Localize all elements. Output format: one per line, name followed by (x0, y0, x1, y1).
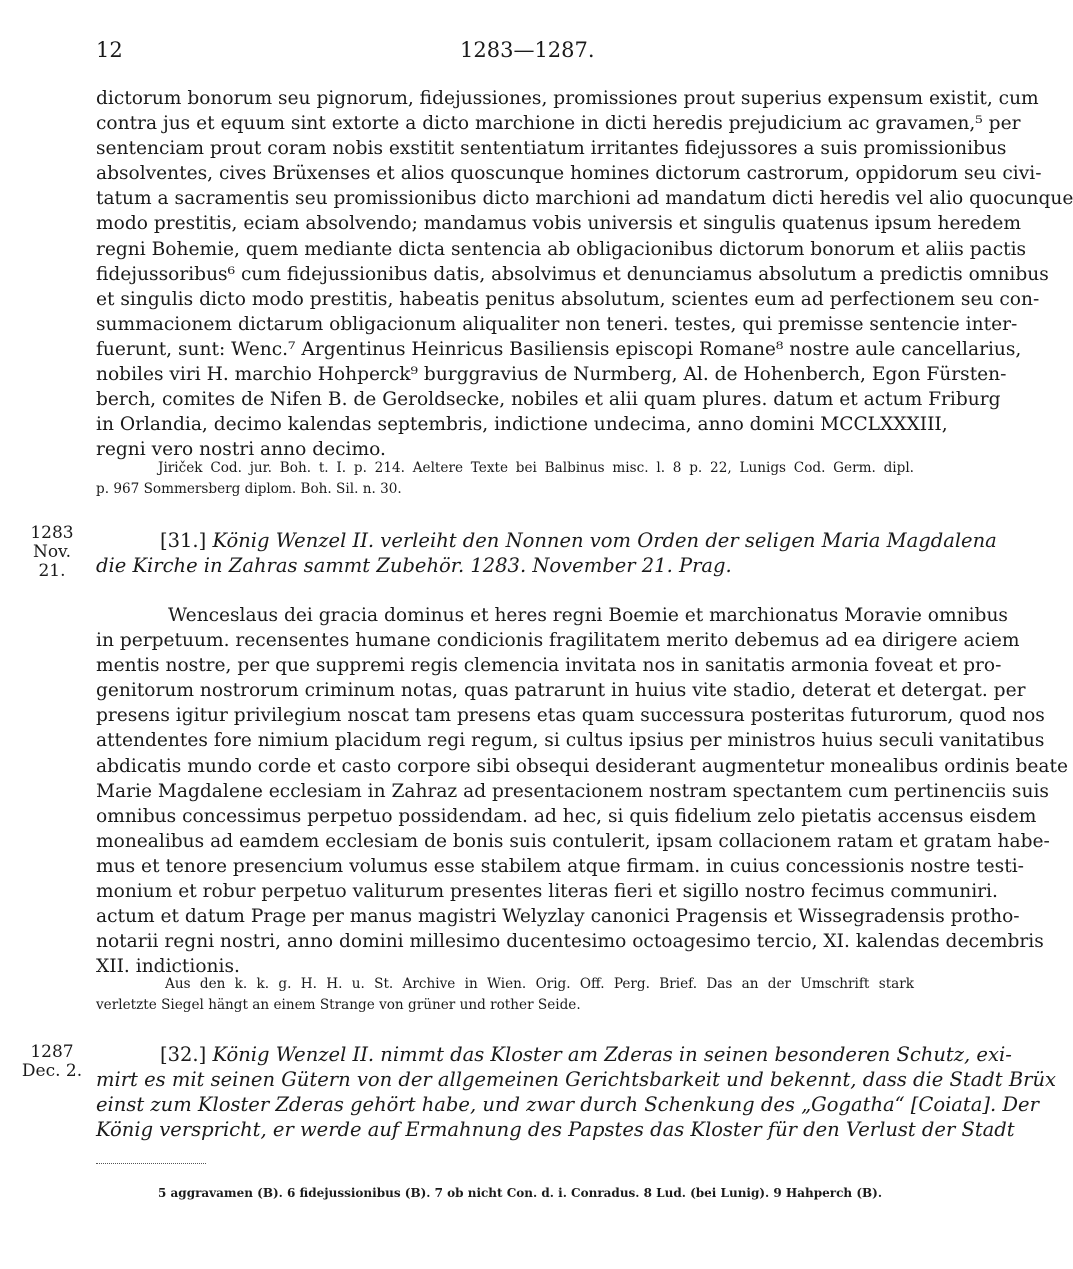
text-line: mentis nostre, per que suppremi regis clemencia invitata nos in sanitatis armonia foveat et pro- (96, 655, 1002, 677)
text-line: summacionem dictarum obligacionum aliqualiter non teneri. testes, qui premisse sentencie inter- (96, 313, 1018, 335)
document-32-margin-date (20, 1043, 84, 1081)
text-line: in Orlandia, decimo kalendas septembris, indictione undecima, anno domini MCCLXXXIII, (96, 414, 948, 436)
regest-text: König Wenzel II. nimmt das Kloster am Zderas in seinen besonderen Schutz, exi- (212, 1043, 1012, 1066)
document-30-source-note (158, 458, 914, 479)
text-line: actum et datum Prage per manus magistri Welyzlay canonici Pragensis et Wissegradensis protho- (96, 906, 1020, 928)
text-line: regni vero nostri anno decimo. (96, 439, 386, 461)
document-31-source-note (165, 974, 914, 995)
regest-line: die Kirche in Zahras sammt Zubehör. 1283. November 21. Prag. (96, 554, 732, 577)
text-line: mus et tenore presencium volumus esse stabilem atque firmam. in cuius concessionis nostre testi- (96, 855, 1024, 877)
text-line: modo prestitis, eciam absolvendo; mandamus vobis universis et singulis quatenus ipsum heredem (96, 213, 1021, 235)
document-number: [31.] (160, 529, 207, 552)
text-line: fidejussoribus⁶ cum fidejussionibus datis, absolvimus et denunciamus absolutum a predictis omnibus (96, 263, 1049, 285)
text-line: notarii regni nostri, anno domini millesimo ducentesimo octoagesimo tercio, XI. kalendas decembris (96, 931, 1044, 953)
year-range: 1283—1287. (460, 38, 595, 62)
margin-year: 1287 (30, 1042, 74, 1062)
running-header (0, 38, 960, 68)
text-line: regni Bohemie, quem mediante dicta sentencia ab obligacionibus dictorum bonorum et aliis pactis (96, 238, 1027, 260)
text-line: monium et robur perpetuo valiturum presentes literas fieri et sigillo nostro fecimus communiri. (96, 881, 998, 903)
document-30-source-note-cont (96, 479, 914, 500)
source-line: Aus den k. k. g. H. H. u. St. Archive in Wien. Orig. Off. Perg. Brief. Das an der Umschrift stark (165, 976, 914, 992)
text-line: presens igitur privilegium noscat tam presens etas quam successura posteritas futurorum, quod nos (96, 705, 1045, 727)
text-line: contra jus et equum sint extorte a dicto marchione in dicti heredis prejudicium ac gravamen,⁵ per (96, 113, 1021, 135)
text-line: tatum a sacramentis seu promissionibus dicto marchioni ad mandatum dicti heredis vel alio quocunque (96, 188, 1073, 210)
text-line: absolventes, cives Brüxenses et alios quoscunque homines dictorum castrorum, oppidorum seu civi- (96, 163, 1042, 185)
text-line: monealibus ad eamdem ecclesiam de bonis suis contulerit, ipsam collacionem ratam et gratam habe- (96, 830, 1050, 852)
footnote-separator (96, 1163, 206, 1166)
document-31-source-note-cont (96, 995, 914, 1016)
text-line: genitorum nostrorum criminum notas, quas patrarunt in huius vite stadio, deterat et detergat. per (96, 680, 1026, 702)
source-line: verletzte Siegel hängt an einem Strange von grüner und rother Seide. (96, 997, 581, 1013)
text-line: Marie Magdalene ecclesiam in Zahraz ad presentacionem nostram spectantem cum pertinenciis suis (96, 780, 1049, 802)
text-line: et singulis dicto modo prestitis, habeatis penitus absolutum, scientes eum ad perfectionem seu con- (96, 288, 1040, 310)
margin-day: Dec. 2. (21, 1061, 83, 1081)
text-line: abdicatis mundo corde et casto corpore sibi obsequi desiderant augmentetur monealibus ordinis beate (96, 755, 1068, 777)
regest-line: einst zum Kloster Zderas gehört habe, und zwar durch Schenkung des „Gogatha“ [Coiata]. Der (96, 1093, 1039, 1116)
text-line: Wenceslaus dei gracia dominus et heres regni Boemie et marchionatus Moravie omnibus (168, 605, 1008, 626)
text-line: omnibus concessimus perpetuo possidendam. ad hec, si quis fidelium zelo pietatis accensus eisdem (96, 805, 1037, 827)
document-31-regest (96, 528, 997, 578)
source-line: p. 967 Sommersberg diplom. Boh. Sil. n. 30. (96, 481, 402, 497)
document-number: [32.] (160, 1043, 207, 1066)
document-30-text (96, 86, 1073, 462)
regest-line: König verspricht, er werde auf Ermahnung des Papstes das Kloster für den Verlust der Stadt (96, 1118, 1015, 1141)
regest-line (96, 1042, 1012, 1067)
text-line: nobiles viri H. marchio Hohperck⁹ burggravius de Nurmberg, Al. de Hohenberch, Egon Fürsten- (96, 364, 1007, 386)
regest-line: mirt es mit seinen Gütern von der allgemeinen Gerichtsbarkeit und bekennt, dass die Stadt Brüx (96, 1068, 1057, 1091)
margin-day: Nov. 21. (32, 542, 72, 581)
text-line: fuerunt, sunt: Wenc.⁷ Argentinus Heinricus Basiliensis episcopi Romane⁸ nostre aule cancellarius, (96, 338, 1022, 360)
regest-text: König Wenzel II. verleiht den Nonnen vom Orden der seligen Maria Magdalena (212, 529, 997, 552)
text-line: dictorum bonorum seu pignorum, fidejussiones, promissiones prout superius expensum existit, cum (96, 88, 1039, 109)
text-line: attendentes fore nimium placidum regi regum, si cultus ipsius per ministros huius seculi vanitatibus (96, 730, 1045, 752)
regest-line (96, 528, 997, 553)
text-line: berch, comites de Nifen B. de Geroldsecke, nobiles et alii quam plures. datum et actum Friburg (96, 389, 1001, 411)
document-31-margin-date (20, 524, 84, 581)
margin-year: 1283 (30, 523, 74, 543)
page-number: 12 (96, 38, 123, 62)
text-line: sentenciam prout coram nobis exstitit sententiatum irritantes fidejussores a suis promissionibus (96, 138, 1007, 160)
footnotes: 5 aggravamen (B). 6 fidejussionibus (B). 7 ob nicht Con. d. i. Conradus. 8 Lud. (bei Lunig). 9 Hahperch (B). (158, 1186, 882, 1200)
text-line: in perpetuum. recensentes humane condicionis fragilitatem merito debemus ad ea dirigere aciem (96, 630, 1020, 652)
document-31-text (96, 603, 1068, 979)
source-line: Jiriček Cod. jur. Boh. t. I. p. 214. Aeltere Texte bei Balbinus misc. l. 8 p. 22, Lunigs Cod. Germ. dipl. (158, 460, 914, 476)
document-32-regest (96, 1042, 1057, 1142)
text-line: XII. indictionis. (96, 956, 240, 978)
